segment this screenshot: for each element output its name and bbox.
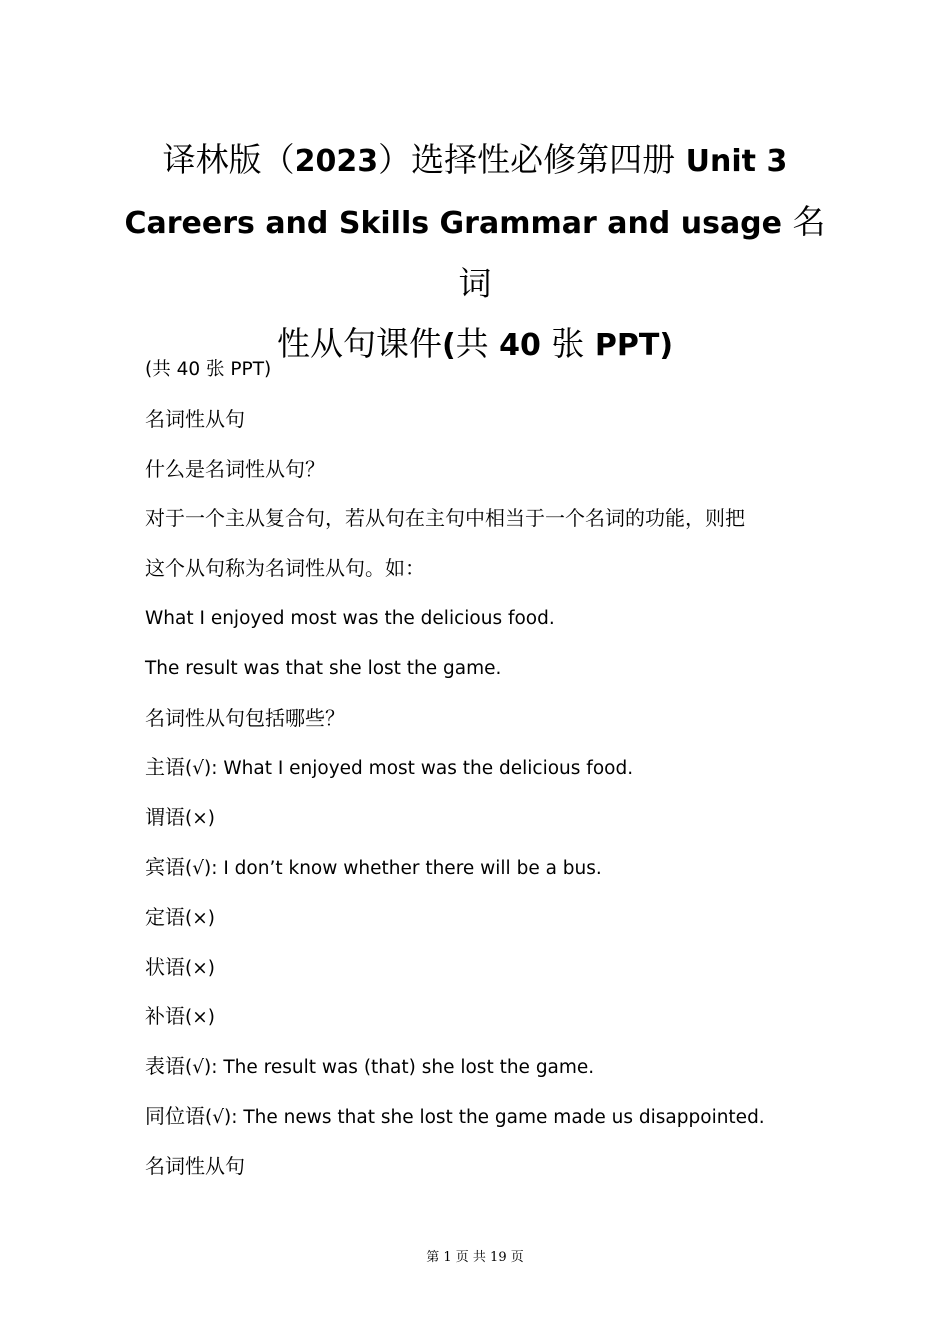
- list-item-label: 补语: [145, 1004, 185, 1029]
- list-item-label: 同位语: [145, 1103, 205, 1128]
- title-text: 性从句课件: [276, 324, 442, 363]
- list-item-label: 定语: [145, 904, 185, 929]
- title-text: (: [441, 328, 456, 363]
- list-item: [145, 1042, 825, 1092]
- title-text: 共: [455, 324, 500, 363]
- paragraph: (共 40 张 PPT): [145, 359, 272, 380]
- list-item-text: (√): The result was (that) she lost the game.: [185, 1057, 595, 1079]
- title-text: PPT): [594, 328, 674, 363]
- list-item: [145, 843, 825, 893]
- list-item-text: (×): [185, 808, 215, 830]
- list-item-text: (×): [185, 907, 215, 929]
- title-text: 40: [499, 328, 541, 363]
- list-item: [145, 793, 825, 843]
- example-sentence: What I enjoyed most was the delicious food.: [145, 607, 555, 629]
- list-item-text: (√): I don’t know whether there will be a bus.: [185, 857, 602, 879]
- title-text: Careers and Skills Grammar and usage: [124, 206, 783, 241]
- example-sentence: The result was that she lost the game.: [145, 657, 502, 679]
- title-text: 译林版（: [162, 140, 295, 179]
- list-item: [145, 943, 825, 993]
- title-text: 张: [540, 324, 595, 363]
- list-item-text: (√): The news that she lost the game made us disappointed.: [205, 1106, 765, 1128]
- title-text: Unit 3: [685, 144, 788, 179]
- list-item: [145, 1092, 825, 1142]
- document-title: [120, 130, 830, 376]
- document-body: [145, 345, 825, 1192]
- page-footer: 第 1 页 共 19 页: [426, 1250, 524, 1265]
- title-line-1: [120, 130, 830, 192]
- paragraph: 对于一个主从复合句，若从句在主句中相当于一个名词的功能，则把: [145, 506, 745, 531]
- paragraph: 名词性从句: [145, 406, 245, 431]
- list-item: [145, 992, 825, 1042]
- list-item: [145, 743, 825, 793]
- list-item-label: 表语: [145, 1054, 185, 1079]
- list-item-label: 状语: [145, 954, 185, 979]
- list-item-label: 谓语: [145, 805, 185, 830]
- title-text: 名词: [458, 202, 826, 303]
- paragraph: 名词性从句包括哪些？: [145, 705, 345, 730]
- paragraph: 什么是名词性从句？: [145, 456, 325, 481]
- list-item-label: 主语: [145, 755, 185, 780]
- paragraph: 这个从句称为名词性从句。如：: [145, 556, 425, 581]
- title-text: ）选择性必修第四册: [378, 140, 686, 179]
- list-item-text: (×): [185, 1007, 215, 1029]
- list-item-text: (√): What I enjoyed most was the delicious food.: [185, 758, 634, 780]
- list-item: [145, 893, 825, 943]
- paragraph: 名词性从句: [145, 1153, 245, 1178]
- title-text: 2023: [294, 144, 379, 179]
- list-item-text: (×): [185, 957, 215, 979]
- title-line-2: [120, 192, 830, 314]
- list-item-label: 宾语: [145, 854, 185, 879]
